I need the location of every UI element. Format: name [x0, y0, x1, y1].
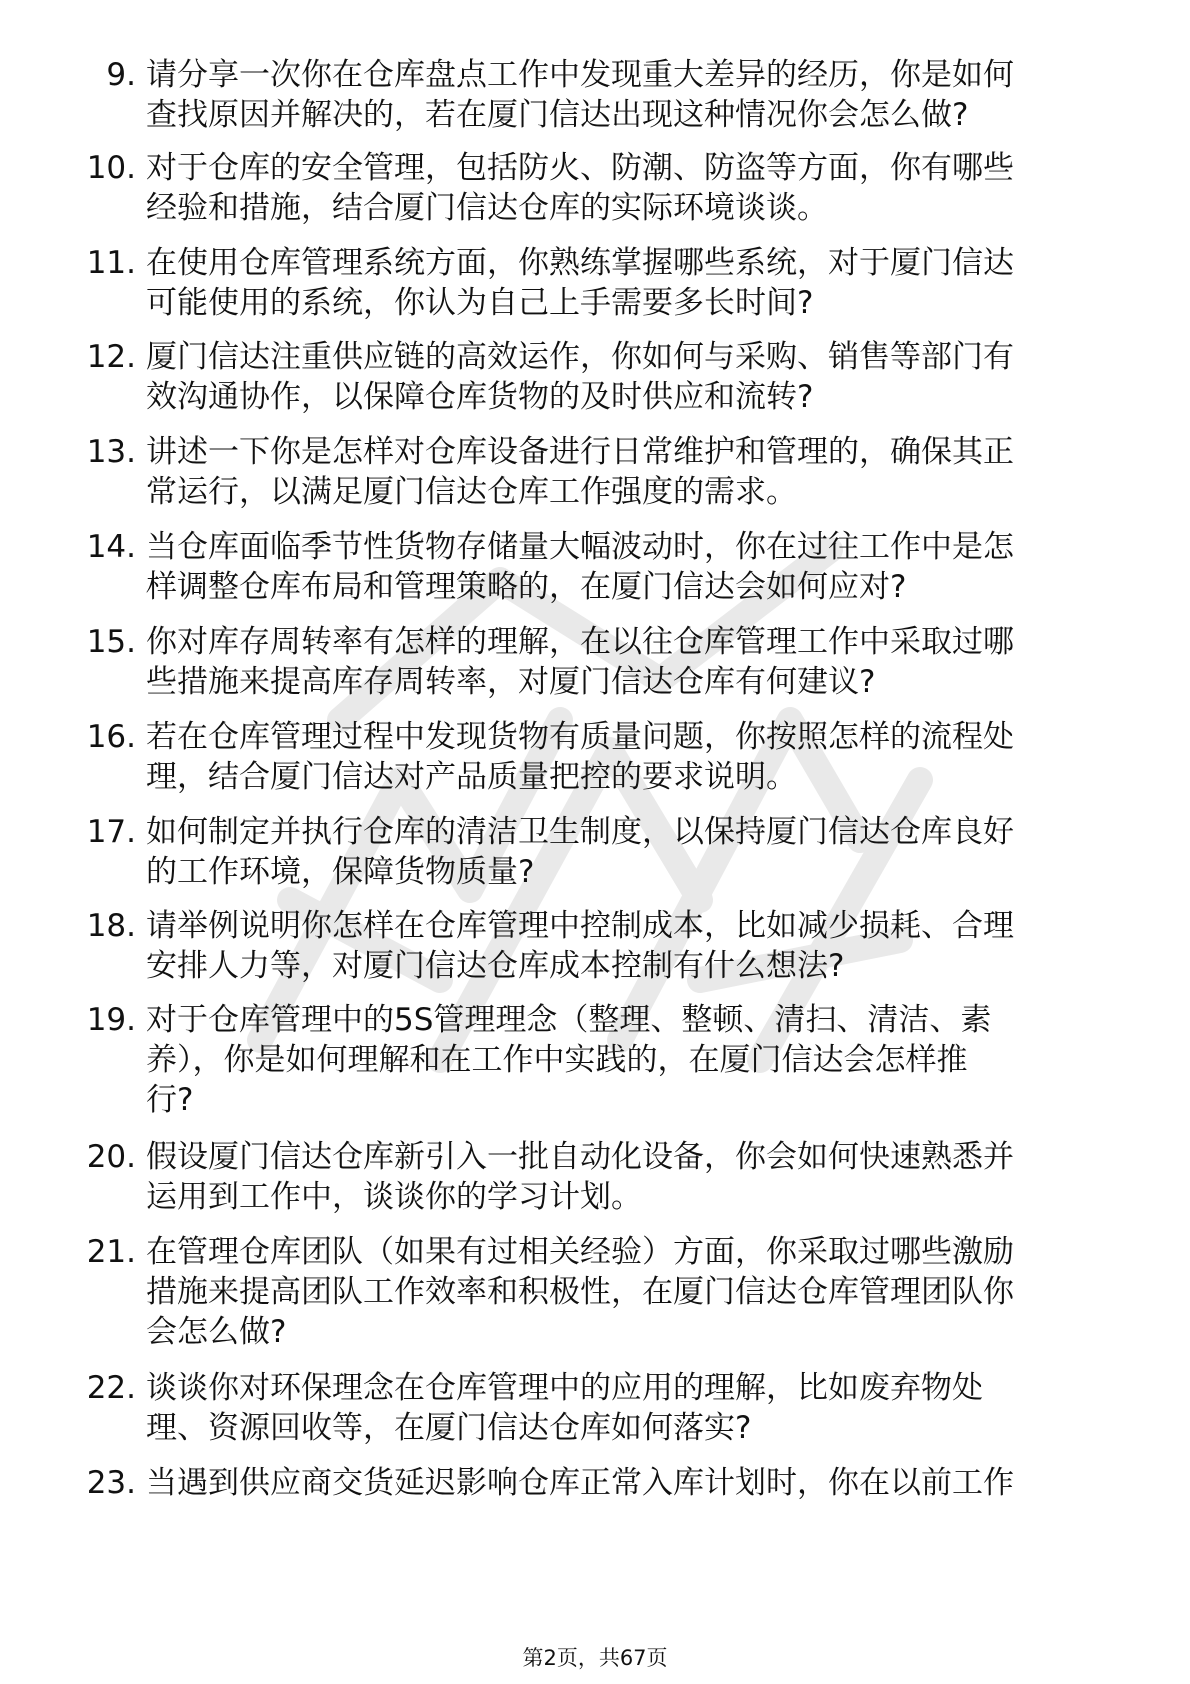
question-text-line: 请分享一次你在仓库盘点工作中发现重大差异的经历，你是如何: [146, 57, 1014, 93]
question-text: [146, 148, 1111, 228]
question-text: [146, 1137, 1111, 1217]
question-text-line: 样调整仓库布局和管理策略的，在厦门信达会如何应对?: [146, 569, 907, 605]
question-text-line: 假设厦门信达仓库新引入一批自动化设备，你会如何快速熟悉并: [146, 1139, 1014, 1175]
question-text: [146, 432, 1111, 512]
question-text-line: 对于仓库的安全管理，包括防火、防潮、防盗等方面，你有哪些: [146, 150, 1014, 186]
question-text-line: 厦门信达注重供应链的高效运作，你如何与采购、销售等部门有: [146, 339, 1014, 375]
question-text: [146, 622, 1111, 702]
question-text-line: 你对库存周转率有怎样的理解，在以往仓库管理工作中采取过哪: [146, 624, 1014, 660]
question-number: 19.: [86, 1002, 136, 1038]
question-text-line: 运用到工作中，谈谈你的学习计划。: [146, 1179, 642, 1215]
question-text-line: 的工作环境，保障货物质量?: [146, 854, 535, 890]
question-text: [146, 1232, 1111, 1352]
question-number: 16.: [86, 719, 136, 755]
question-text-line: 效沟通协作，以保障仓库货物的及时供应和流转?: [146, 379, 814, 415]
question-text-line: 行?: [146, 1082, 194, 1118]
question-text: [146, 1000, 1111, 1120]
question-text: [146, 55, 1111, 135]
question-number: 18.: [86, 908, 136, 944]
question-text: [146, 1368, 1111, 1448]
question-number: 22.: [86, 1370, 136, 1406]
question-text: [146, 717, 1111, 797]
question-text-line: 讲述一下你是怎样对仓库设备进行日常维护和管理的，确保其正: [146, 434, 1014, 470]
question-number: 21.: [86, 1234, 136, 1270]
question-text-line: 理、资源回收等，在厦门信达仓库如何落实?: [146, 1410, 752, 1446]
question-text-line: 在管理仓库团队（如果有过相关经验）方面，你采取过哪些激励: [146, 1234, 1014, 1270]
question-text-line: 若在仓库管理过程中发现货物有质量问题，你按照怎样的流程处: [146, 719, 1014, 755]
question-text-line: 安排人力等，对厦门信达仓库成本控制有什么想法?: [146, 948, 845, 984]
question-text-line: 措施来提高团队工作效率和积极性，在厦门信达仓库管理团队你: [146, 1274, 1014, 1310]
question-text-line: 在使用仓库管理系统方面，你熟练掌握哪些系统，对于厦门信达: [146, 245, 1014, 281]
question-number: 10.: [86, 150, 136, 186]
question-text-line: 当仓库面临季节性货物存储量大幅波动时，你在过往工作中是怎: [146, 529, 1014, 565]
question-text: [146, 906, 1111, 986]
question-number: 17.: [86, 814, 136, 850]
question-number: 20.: [86, 1139, 136, 1175]
question-text-line: 会怎么做?: [146, 1314, 287, 1350]
page-footer: 第2页，共67页: [522, 1646, 668, 1670]
question-text: [146, 243, 1111, 323]
question-text: [146, 337, 1111, 417]
question-text-line: 查找原因并解决的，若在厦门信达出现这种情况你会怎么做?: [146, 97, 969, 133]
question-text-line: 常运行，以满足厦门信达仓库工作强度的需求。: [146, 474, 797, 510]
question-text-line: 经验和措施，结合厦门信达仓库的实际环境谈谈。: [146, 190, 828, 226]
question-number: 12.: [86, 339, 136, 375]
question-text-line: 可能使用的系统，你认为自己上手需要多长时间?: [146, 285, 814, 321]
question-text: [146, 1463, 1111, 1503]
question-number: 9.: [106, 57, 136, 93]
question-text-line: 对于仓库管理中的5S管理理念（整理、整顿、清扫、清洁、素: [146, 1002, 992, 1038]
question-text-line: 请举例说明你怎样在仓库管理中控制成本，比如减少损耗、合理: [146, 908, 1014, 944]
question-text-line: 当遇到供应商交货延迟影响仓库正常入库计划时，你在以前工作: [146, 1465, 1014, 1501]
question-text-line: 些措施来提高库存周转率，对厦门信达仓库有何建议?: [146, 664, 876, 700]
question-number: 14.: [86, 529, 136, 565]
question-text: [146, 527, 1111, 607]
question-text-line: 如何制定并执行仓库的清洁卫生制度，以保持厦门信达仓库良好: [146, 814, 1014, 850]
question-number: 13.: [86, 434, 136, 470]
question-number: 11.: [86, 245, 136, 281]
question-number: 15.: [86, 624, 136, 660]
question-text: [146, 812, 1111, 892]
question-number: 23.: [86, 1465, 136, 1501]
question-text-line: 谈谈你对环保理念在仓库管理中的应用的理解，比如废弃物处: [146, 1370, 983, 1406]
question-text-line: 养），你是如何理解和在工作中实践的，在厦门信达会怎样推: [146, 1042, 968, 1078]
question-text-line: 理，结合厦门信达对产品质量把控的要求说明。: [146, 759, 797, 795]
